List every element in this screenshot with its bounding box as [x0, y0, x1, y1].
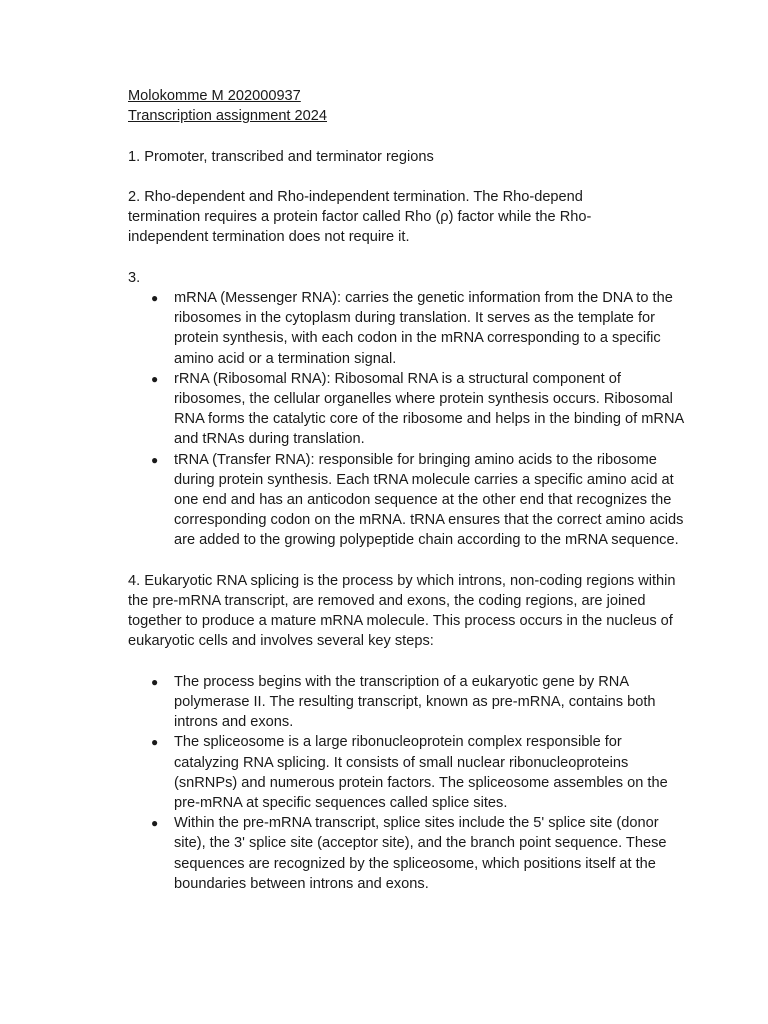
spacer: [128, 248, 688, 268]
list-item: [128, 288, 688, 369]
bullet-icon: ●: [151, 816, 159, 831]
answer-3-list: [128, 288, 688, 551]
spacer: [128, 126, 688, 146]
answer-2: 2. Rho-dependent and Rho-independent termination. The Rho-depend termination requires a protein factor called Rho (ρ) factor while the Rho-independent termination does not require it.: [128, 188, 592, 246]
document-page: [128, 86, 688, 894]
answer-4: 4. Eukaryotic RNA splicing is the process by which introns, non-coding regions within the pre-mRNA transcript, are removed and exons, the coding regions, are joined together to produce a mature mRNA molecule. This process occurs in the nucleus of eukaryotic cells and involves several key steps:: [128, 572, 676, 650]
list-item: [128, 732, 688, 813]
bullet-icon: ●: [151, 735, 159, 750]
list-item: [128, 450, 688, 551]
list-item-text: tRNA (Transfer RNA): responsible for bringing amino acids to the ribosome during protein synthesis. Each tRNA molecule carries a specific amino acid at one end and has an anticodon sequence at the other end that recognizes the corresponding codon on the mRNA. tRNA ensures that the correct amino acids are added to the growing polypeptide chain according to the mRNA sequence.: [174, 451, 684, 549]
list-item-text: rRNA (Ribosomal RNA): Ribosomal RNA is a structural component of ribosomes, the cellular organelles where protein synthesis occurs. Ribosomal RNA forms the catalytic core of the ribosome and helps in the binding of mRNA and tRNAs during translation.: [174, 370, 684, 448]
list-item: [128, 672, 688, 733]
bullet-icon: ●: [151, 371, 159, 386]
bullet-icon: ●: [151, 290, 159, 305]
list-item-text: Within the pre-mRNA transcript, splice sites include the 5' splice site (donor site), the 3' splice site (acceptor site), and the branch point sequence. These sequences are recognized by the spliceosome, which positions itself at the boundaries between introns and exons.: [174, 815, 667, 892]
answer-1: 1. Promoter, transcribed and terminator regions: [128, 148, 434, 165]
spacer: [128, 551, 688, 571]
list-item: [128, 813, 688, 894]
list-item: [128, 369, 688, 450]
list-item-text: mRNA (Messenger RNA): carries the genetic information from the DNA to the ribosomes in the cytoplasm during translation. It serves as the template for protein synthesis, with each codon in the mRNA corresponding to a specific amino acid or a termination signal.: [174, 289, 673, 367]
list-item-text: The process begins with the transcription of a eukaryotic gene by RNA polymerase II. The resulting transcript, known as pre-mRNA, contains both introns and exons.: [174, 673, 656, 731]
student-name-line: Molokomme M 202000937: [128, 88, 301, 104]
list-item-text: The spliceosome is a large ribonucleoprotein complex responsible for catalyzing RNA splicing. It consists of small nuclear ribonucleoproteins (snRNPs) and numerous protein factors. The spliceosome assembles on the pre-mRNA at specific sequences called splice sites.: [174, 734, 668, 812]
spacer: [128, 167, 688, 187]
answer-3-label: 3.: [128, 269, 141, 286]
bullet-icon: ●: [151, 674, 159, 689]
assignment-title-line: Transcription assignment 2024: [128, 108, 328, 125]
answer-4-list: [128, 672, 688, 894]
bullet-icon: ●: [151, 452, 159, 467]
spacer: [128, 652, 688, 672]
